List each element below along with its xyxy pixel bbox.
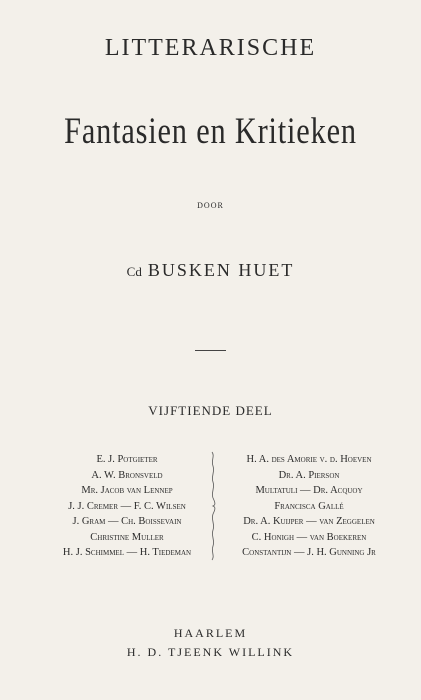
imprint-publisher: H. D. TJEENK WILLINK: [126, 645, 295, 659]
contents-item: Constantijn — J. H. Gunning Jr: [242, 547, 376, 558]
contents-item: Mr. Jacob van Lennep: [81, 485, 173, 496]
brace-divider: [209, 450, 217, 562]
contents-right-column: [220, 452, 398, 561]
contents-item: A. W. Bronsveld: [91, 469, 163, 481]
contents-item: H. A. des Amorie v. d. Hoeven: [246, 454, 372, 465]
byline-door: DOOR: [197, 201, 224, 210]
title-main: LITTERARISCHE: [104, 35, 317, 61]
contents-item: J. Gram — Ch. Boissevain: [72, 516, 182, 527]
title-sub: Fantasien en Kritieken: [64, 111, 357, 152]
volume-label: VIJFTIENDE DEEL: [148, 403, 273, 418]
contents-item: Francisca Gallé: [274, 500, 344, 512]
contents-item: Multatuli — Dr. Acquoy: [255, 485, 363, 496]
contents-item: Dr. A. Pierson: [278, 469, 340, 481]
author-initials: Cd: [126, 264, 142, 279]
imprint-city: HAARLEM: [173, 626, 248, 640]
contents-item: E. J. Potgieter: [96, 454, 158, 465]
author-line: [0, 259, 421, 283]
divider-rule: [195, 350, 226, 351]
contents-item: Christine Muller: [90, 531, 164, 543]
contents-item: J. J. Cremer — F. C. Wilsen: [68, 500, 186, 512]
contents-left-column: [46, 452, 208, 561]
author-name: BUSKEN HUET: [147, 260, 295, 280]
contents-item: H. J. Schimmel — H. Tiedeman: [62, 547, 192, 558]
contents-item: Dr. A. Kuijper — van Zeggelen: [243, 516, 375, 527]
contents-item: C. Honigh — van Boekeren: [251, 531, 367, 543]
